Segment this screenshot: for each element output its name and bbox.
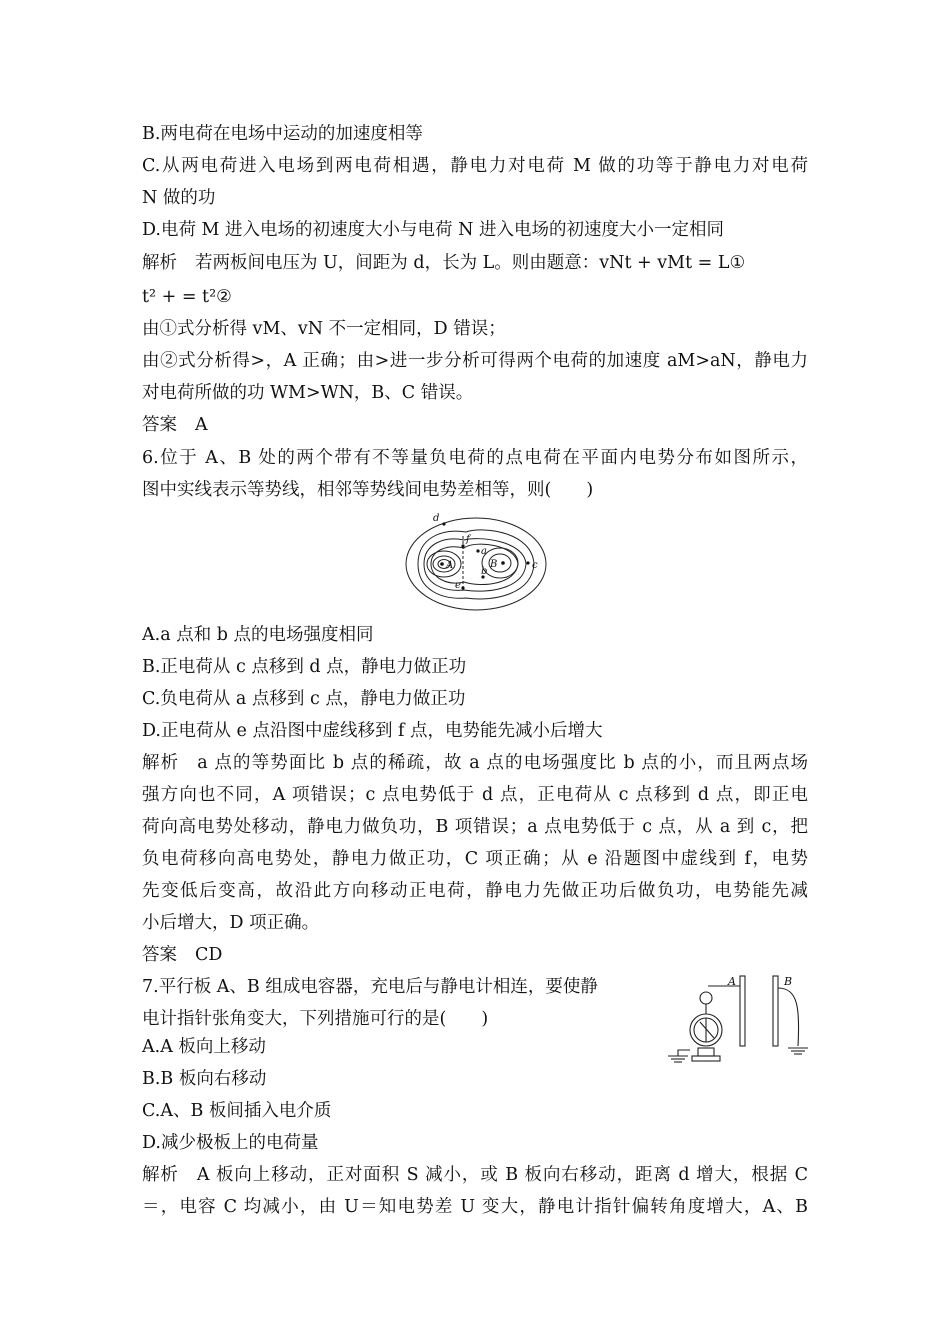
analysis-label: 解析 bbox=[142, 1165, 179, 1185]
label-plate-b: B bbox=[784, 975, 793, 988]
q7-stem-line2: 电计指针张角变大，下列措施可行的是( ) bbox=[142, 1009, 489, 1029]
q6-option-a: A.a 点和 b 点的电场强度相同 bbox=[142, 625, 374, 645]
q6-analysis-line1 bbox=[142, 752, 808, 774]
label-c: c bbox=[532, 560, 538, 571]
ground-wire-left bbox=[678, 1050, 690, 1056]
q6-analysis-line3: 荷向高电势处移动，静电力做负功，B 项错误；a 点电势低于 c 点，从 a 到 c，把 bbox=[142, 817, 808, 837]
q7-stem-line1: 7.平行板 A、B 组成电容器，充电后与静电计相连，要使静 bbox=[142, 977, 598, 997]
q5-analysis-line1 bbox=[142, 252, 745, 274]
point-d bbox=[442, 522, 445, 525]
label-e: e bbox=[455, 580, 461, 591]
q6-analysis-line6: 小后增大，D 项正确。 bbox=[142, 913, 320, 933]
label-b: b bbox=[481, 566, 488, 577]
label-plate-a: A bbox=[728, 975, 736, 988]
electrometer-stand bbox=[698, 1048, 714, 1056]
q5-analysis-line3: 由①式分析得 vM、vN 不一定相同，D 错误； bbox=[142, 319, 506, 339]
q5-option-b: B.两电荷在电场中运动的加速度相等 bbox=[142, 124, 423, 144]
point-f bbox=[461, 544, 464, 547]
q7-analysis-line1 bbox=[142, 1164, 808, 1186]
q5-analysis-line4: 由②式分析得>，A 正确；由>进一步分析可得两个电荷的加速度 aM>aN，静电力 bbox=[142, 351, 808, 371]
q7-option-d: D.减少极板上的电荷量 bbox=[142, 1133, 319, 1153]
label-charge-a: A bbox=[446, 560, 454, 571]
q5-option-c-line2: N 做的功 bbox=[142, 188, 216, 208]
q6-analysis-line5: 先变低后变高，故沿此方向移动正电荷，静电力先做正功后做负功，电势能先减 bbox=[142, 881, 808, 901]
q6-option-d: D.正电荷从 e 点沿图中虚线移到 f 点，电势能先减小后增大 bbox=[142, 721, 603, 741]
q7-option-c: C.A、B 板间插入电介质 bbox=[142, 1101, 332, 1121]
q7-option-b: B.B 板向右移动 bbox=[142, 1069, 267, 1089]
analysis-text: 若两板间电压为 U，间距为 d，长为 L。则由题意：vNt + vMt = L① bbox=[195, 253, 746, 273]
answer-value: A bbox=[195, 415, 208, 435]
answer-label: 答案 bbox=[142, 415, 177, 435]
q6-option-c: C.负电荷从 a 点移到 c 点，静电力做正功 bbox=[142, 689, 466, 709]
equipotential-figure bbox=[404, 506, 550, 614]
q5-option-d: D.电荷 M 进入电场的初速度大小与电荷 N 进入电场的初速度大小一定相同 bbox=[142, 220, 724, 240]
q6-option-b: B.正电荷从 c 点移到 d 点，静电力做正功 bbox=[142, 657, 467, 677]
plate-b bbox=[773, 976, 778, 1046]
q5-answer bbox=[142, 414, 208, 436]
q6-analysis-line2: 强方向也不同，A 项错误；c 点电势低于 d 点，正电荷从 c 点移到 d 点，即正电 bbox=[142, 785, 808, 805]
plate-a bbox=[740, 976, 745, 1046]
analysis-text: a 点的等势面比 b 点的稀疏，故 a 点的电场强度比 b 点的小，而且两点场 bbox=[197, 753, 808, 773]
charge-a-point bbox=[440, 562, 444, 566]
q6-answer bbox=[142, 944, 222, 966]
point-e bbox=[461, 586, 464, 589]
point-c bbox=[526, 561, 529, 564]
q5-analysis-line5: 对电荷所做的功 WM>WN，B、C 错误。 bbox=[142, 383, 474, 403]
electrometer-needle bbox=[700, 1022, 714, 1038]
electrometer-knob bbox=[700, 992, 712, 1004]
label-f: f bbox=[466, 534, 470, 545]
analysis-label: 解析 bbox=[142, 253, 177, 273]
equipotential-line-4 bbox=[431, 544, 518, 584]
q5-analysis-line2: t² + = t²② bbox=[142, 287, 232, 307]
electrometer-figure bbox=[660, 968, 812, 1076]
label-d: d bbox=[433, 513, 440, 524]
analysis-text: A 板向上移动，正对面积 S 减小，或 B 板向右移动，距离 d 增大，根据 C bbox=[196, 1165, 808, 1185]
q5-option-c-line1: C.从两电荷进入电场到两电荷相遇，静电力对电荷 M 做的功等于静电力对电荷 bbox=[142, 156, 808, 176]
answer-value: CD bbox=[195, 945, 223, 965]
analysis-label: 解析 bbox=[142, 753, 180, 773]
label-charge-b: B bbox=[490, 559, 498, 570]
charge-b-point bbox=[501, 561, 505, 565]
q7-option-a: A.A 板向上移动 bbox=[142, 1037, 266, 1057]
electrometer-base bbox=[692, 1056, 720, 1061]
point-a bbox=[476, 549, 479, 552]
equipotential-line-2 bbox=[418, 530, 534, 599]
q6-stem-line2: 图中实线表示等势线，相邻等势线间电势差相等，则( ) bbox=[142, 480, 594, 500]
equipotential-a-outer bbox=[427, 551, 461, 577]
answer-label: 答案 bbox=[142, 945, 177, 965]
label-a: a bbox=[481, 546, 487, 557]
q7-analysis-line2: ＝，电容 C 均减小，由 U＝知电势差 U 变大，静电计指针偏转角度增大，A、B bbox=[142, 1197, 808, 1217]
wire-plate-b bbox=[778, 988, 799, 1046]
q6-stem-line1: 6.位于 A、B 处的两个带有不等量负电荷的点电荷在平面内电势分布如图所示， bbox=[142, 448, 808, 468]
q6-analysis-line4: 负电荷移向高电势处，静电力做正功，C 项正确；从 e 沿题图中虚线到 f，电势 bbox=[142, 849, 808, 869]
